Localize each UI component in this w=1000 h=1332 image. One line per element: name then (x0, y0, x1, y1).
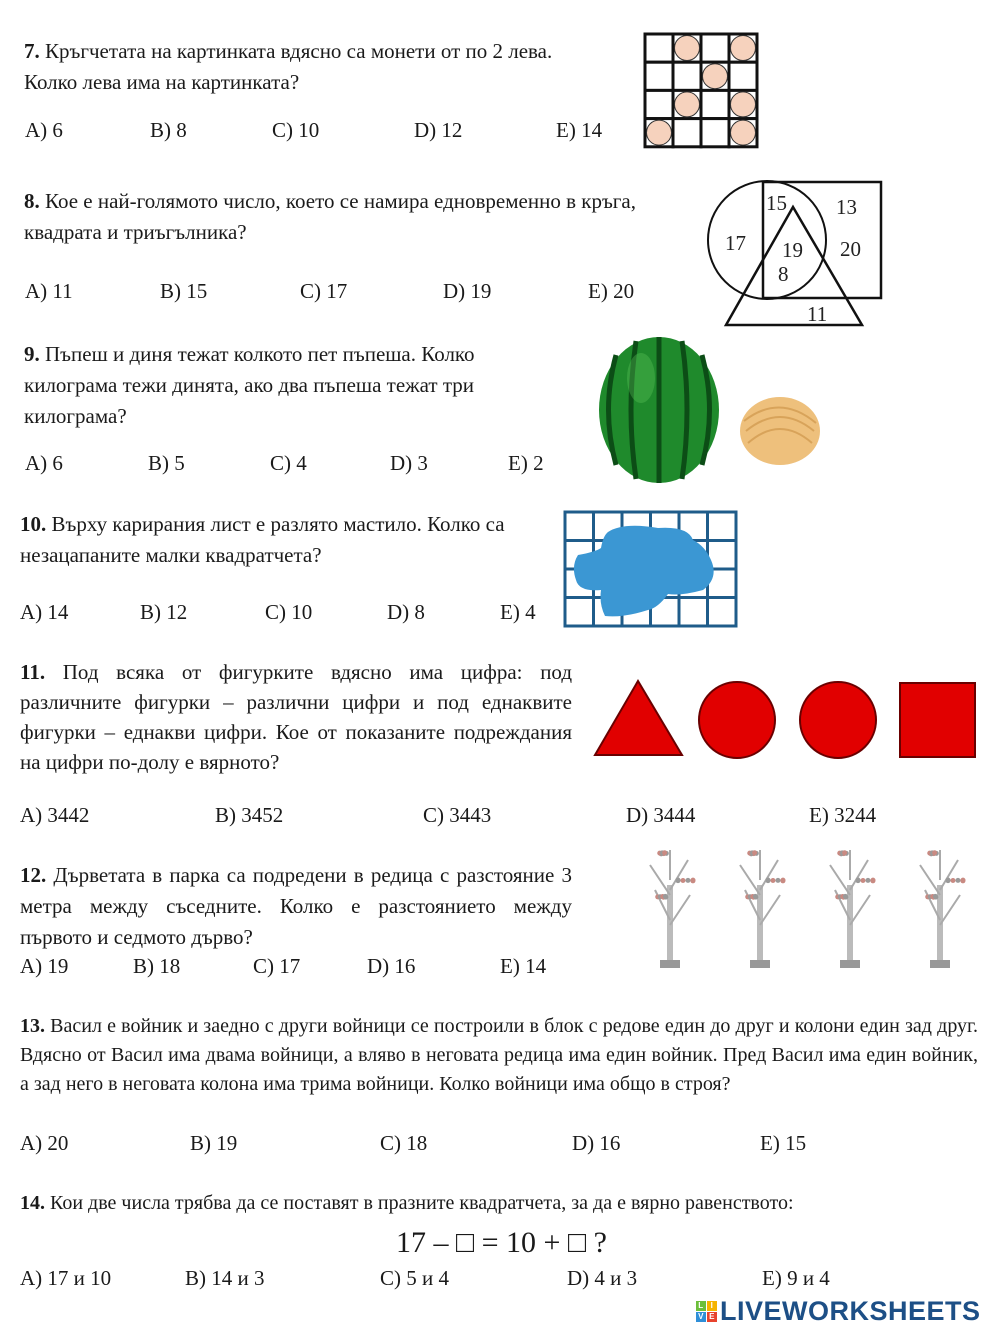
diagram-number: 8 (778, 262, 789, 286)
logo-text: LIVEWORKSHEETS (720, 1296, 981, 1326)
tree-image (830, 850, 875, 968)
question-text: Пъпеш и диня тежат колкото пет пъпеша. Колко килограма тежи динята, ако два пъпеша тежат три килограма? (24, 342, 475, 428)
grid-cell (673, 119, 701, 147)
answer-option[interactable]: D) 12 (414, 118, 463, 142)
answer-option[interactable]: C) 17 (300, 279, 348, 303)
question-12 (20, 860, 572, 953)
question-13 (20, 1012, 978, 1099)
answer-option[interactable]: A) 3442 (20, 803, 90, 827)
question-text: Васил е войник и заедно с други войници се построили в блок с редове един до друг и колони един зад друг. Вдясно от Васил има двама войници, а вляво в неговата редица има един войник. Пред Васил има един войник, а зад него в неговата колона има трима войници. Колко войници има общо в строя? (20, 1015, 979, 1095)
question-text: Кое е най-голямото число, което се намира едновременно в кръга, квадрата и триъгълника? (24, 189, 636, 244)
answer-option[interactable]: A) 6 (25, 118, 63, 142)
question-number: 11. (20, 660, 46, 684)
answer-option[interactable]: D) 19 (443, 279, 492, 303)
grid-cell (565, 598, 594, 627)
question-number: 8. (24, 189, 40, 213)
grid-cell (645, 90, 673, 118)
question-text: Дърветата в парка са подредени в редица с разстояние 3 метра между съседните. Колко е разстоянието между първото и седмото дърво? (20, 863, 572, 949)
answer-option[interactable]: A) 17 и 10 (20, 1266, 112, 1290)
coin (731, 36, 756, 61)
coin (675, 92, 700, 117)
logo-badge: L I V E (696, 1301, 717, 1322)
question-number: 14. (20, 1192, 45, 1214)
question-14 (20, 1188, 980, 1219)
diagram-number: 13 (836, 195, 857, 219)
grid-cell (729, 62, 757, 90)
answer-option[interactable]: A) 11 (25, 279, 73, 303)
answer-option[interactable]: A) 14 (20, 600, 69, 624)
shapes-figure (590, 675, 985, 765)
answer-option[interactable]: C) 10 (265, 600, 313, 624)
answer-option[interactable]: E) 2 (508, 451, 544, 475)
answer-option[interactable]: D) 16 (572, 1131, 621, 1155)
question-number: 13. (20, 1015, 45, 1037)
trees-figure (640, 845, 985, 975)
answer-option[interactable]: B) 12 (140, 600, 188, 624)
grid-cell (645, 62, 673, 90)
grid-cell (701, 34, 729, 62)
tree-image (920, 850, 965, 968)
ink-grid-figure (563, 510, 739, 630)
answer-option[interactable]: C) 3443 (423, 803, 492, 827)
answer-option[interactable]: C) 17 (253, 954, 301, 978)
answer-option[interactable]: C) 4 (270, 451, 307, 475)
question-7 (24, 36, 604, 98)
venn-diagram-figure (700, 175, 890, 335)
circle-shape (800, 682, 876, 758)
watermelon-image (599, 337, 719, 483)
answer-option[interactable]: E) 15 (760, 1131, 807, 1155)
question-9 (24, 339, 569, 432)
answer-option[interactable]: E) 14 (556, 118, 603, 142)
question-number: 7. (24, 39, 40, 63)
triangle-shape (595, 681, 682, 755)
answer-option[interactable]: C) 10 (272, 118, 320, 142)
answer-option[interactable]: D) 3 (390, 451, 428, 475)
answer-option[interactable]: B) 8 (150, 118, 187, 142)
answer-option[interactable]: A) 6 (25, 451, 63, 475)
grid-cell (673, 62, 701, 90)
answer-option[interactable]: E) 9 и 4 (762, 1266, 830, 1290)
question-number: 10. (20, 512, 47, 536)
grid-cell (565, 512, 594, 541)
answer-option[interactable]: E) 14 (500, 954, 547, 978)
question-number: 12. (20, 863, 47, 887)
coin (675, 36, 700, 61)
question-text: Върху карирания лист е разлято мастило. Колко са незацапаните малки квадратчета? (20, 512, 505, 567)
answer-option[interactable]: B) 19 (190, 1131, 238, 1155)
diagram-number: 11 (807, 302, 828, 326)
melon-image (740, 397, 820, 465)
answer-option[interactable]: D) 16 (367, 954, 416, 978)
grid-cell (645, 34, 673, 62)
diagram-number: 19 (782, 238, 803, 262)
question-text: Под всяка от фигурките вдясно има цифра: под различните фигурки – различни цифри и под еднаквите фигурки – еднакви цифри. Кое от показаните подреждания на цифри по-долу е вярното? (20, 660, 573, 774)
answer-option[interactable]: C) 18 (380, 1131, 428, 1155)
grid-cell (708, 512, 737, 541)
grid-cell (679, 598, 708, 627)
coin-grid-figure (643, 32, 759, 149)
coin (703, 64, 728, 89)
equation: 17 – □ = 10 + □ ? (396, 1226, 607, 1259)
question-text: Кои две числа трябва да се поставят в празните квадратчета, за да е вярно равенството: (50, 1192, 794, 1214)
answer-option[interactable]: D) 8 (387, 600, 425, 624)
question-8 (24, 186, 664, 248)
coin (731, 92, 756, 117)
answer-option[interactable]: B) 15 (160, 279, 208, 303)
answer-option[interactable]: A) 19 (20, 954, 69, 978)
answer-option[interactable]: E) 20 (588, 279, 635, 303)
question-11 (20, 657, 572, 777)
answer-option[interactable]: E) 4 (500, 600, 536, 624)
watermelon-melon-figure (596, 333, 836, 483)
coin (731, 120, 756, 145)
triangle-shape (726, 207, 862, 325)
answer-option[interactable]: C) 5 и 4 (380, 1266, 449, 1290)
diagram-number: 15 (766, 191, 787, 215)
answer-option[interactable]: B) 3452 (215, 803, 284, 827)
answer-option[interactable]: D) 4 и 3 (567, 1266, 638, 1290)
answer-option[interactable]: B) 18 (133, 954, 181, 978)
square-shape (900, 683, 975, 757)
answer-option[interactable]: D) 3444 (626, 803, 696, 827)
grid-cell (708, 598, 737, 627)
circle-shape (699, 682, 775, 758)
liveworksheets-logo (696, 1296, 981, 1327)
tree-image (650, 850, 695, 968)
answer-option[interactable]: B) 5 (148, 451, 185, 475)
answer-option[interactable]: A) 20 (20, 1131, 69, 1155)
diagram-number: 17 (725, 231, 746, 255)
diagram-number: 20 (840, 237, 861, 261)
coin (647, 120, 672, 145)
question-10 (20, 509, 520, 571)
tree-image (740, 850, 785, 968)
question-number: 9. (24, 342, 40, 366)
answer-option[interactable]: B) 14 и 3 (185, 1266, 265, 1290)
answer-option[interactable]: E) 3244 (809, 803, 877, 827)
grid-cell (701, 90, 729, 118)
grid-cell (701, 119, 729, 147)
question-text: Кръгчетата на картинката вдясно са монети от по 2 лева. Колко лева има на картинката? (24, 39, 553, 94)
